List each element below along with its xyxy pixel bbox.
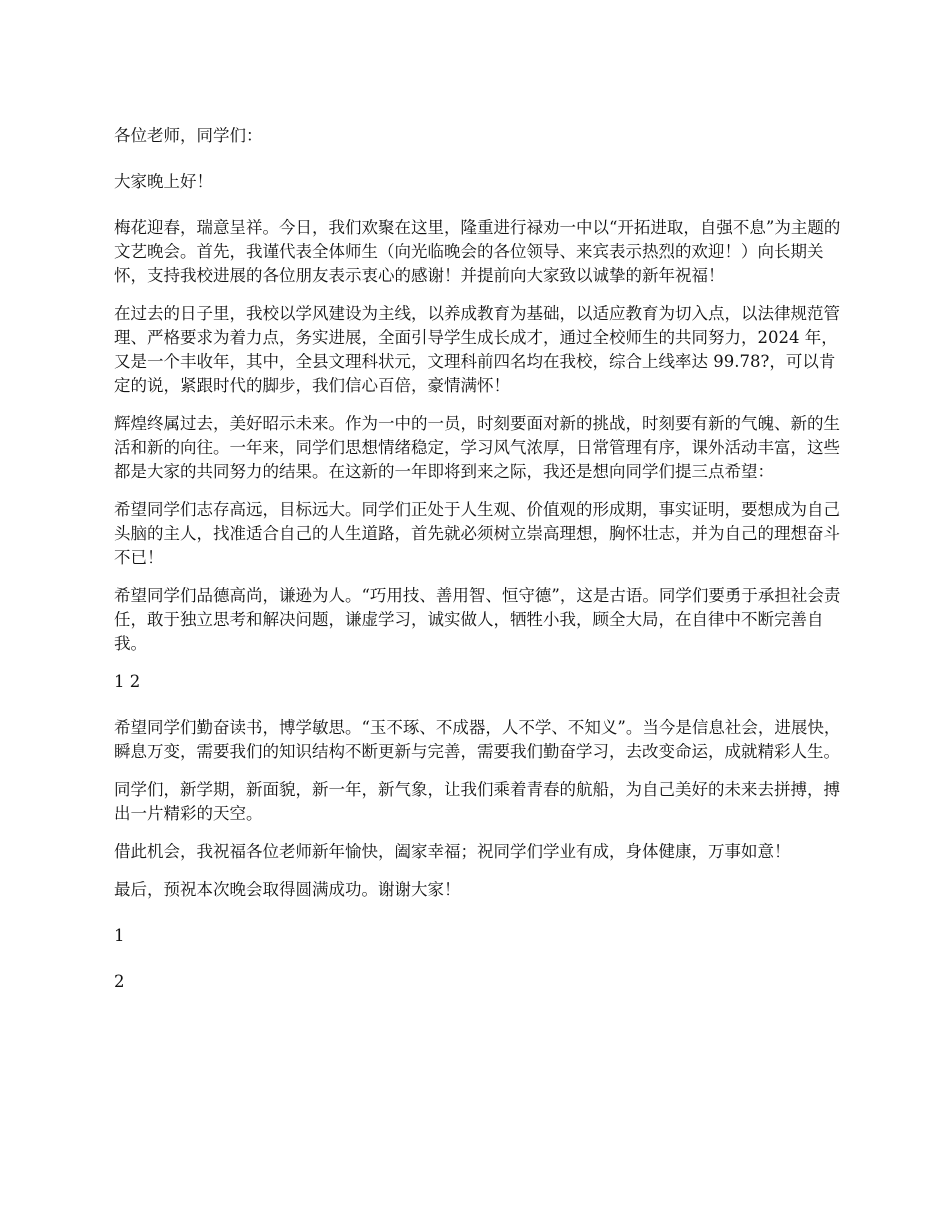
footer-number-1: 1 [114, 926, 125, 945]
paragraph-closing: 最后，预祝本次晚会取得圆满成功。谢谢大家！ [114, 880, 461, 899]
paragraph-hope-2: 希望同学们品德高尚，谦逊为人。“巧用技、善用智、恒守德”，这是古语。同学们要勇于承担社会责任，敢于独立思考和解决问题，谦虚学习，诚实做人，牺牲小我，顾全大局，在自律中不断完善自我。 [114, 586, 841, 653]
paragraph-future: 辉煌终属过去，美好昭示未来。作为一中的一员，时刻要面对新的挑战，时刻要有新的气魄、新的生活和新的向往。一年来，同学们思想情绪稳定，学习风气浓厚，日常管理有序，课外活动丰富，这些都是大家的共同努力的结果。在这新的一年即将到来之际，我还是想向同学们提三点希望： [114, 414, 840, 481]
paragraph-achievements: 在过去的日子里，我校以学风建设为主线，以养成教育为基础，以适应教育为切入点，以法律规范管理、严格要求为着力点，务实进展，全面引导学生成长成才，通过全校师生的共同努力，2024 年，又是一个丰收年，其中，全县文理科状元，文理科前四名均在我校，综合上线率达 99.78?，可以肯定的说，紧跟时代的脚步，我们信心百倍，豪情满怀！ [114, 304, 840, 395]
greeting: 各位老师，同学们： [114, 126, 263, 145]
paragraph-wishes: 借此机会，我祝福各位老师新年愉快，阖家幸福；祝同学们学业有成，身体健康，万事如意！ [114, 842, 791, 861]
paragraph-encouragement: 同学们，新学期，新面貌，新一年，新气象，让我们乘着青春的航船，为自己美好的未来去拼搏，搏出一片精彩的天空。 [114, 780, 840, 823]
paragraph-opening: 梅花迎春，瑞意呈祥。今日，我们欢聚在这里，隆重进行禄劝一中以“开拓进取，自强不息”为主题的文艺晚会。首先，我谨代表全体师生（向光临晚会的各位领导、来宾表示热烈的欢迎！）向长期关怀，支持我校进展的各位朋友表示衷心的感谢！并提前向大家致以诚挚的新年祝福！ [114, 218, 841, 285]
paragraph-hope-1: 希望同学们志存高远，目标远大。同学们正处于人生观、价值观的形成期，事实证明，要想成为自己头脑的主人，找准适合自己的人生道路，首先就必须树立崇高理想，胸怀壮志，并为自己的理想奋斗不已！ [114, 500, 840, 567]
paragraph-hope-3: 希望同学们勤奋读书，博学敏思。“玉不琢、不成器，人不学、不知义”。当今是信息社会，进展快，瞬息万变，需要我们的知识结构不断更新与完善，需要我们勤奋学习，去改变命运，成就精彩人生。 [114, 718, 841, 761]
footer-number-2: 2 [114, 972, 125, 991]
salutation: 大家晚上好！ [114, 172, 213, 191]
page-marker: 1 2 [114, 672, 141, 691]
document-body [114, 124, 842, 1016]
